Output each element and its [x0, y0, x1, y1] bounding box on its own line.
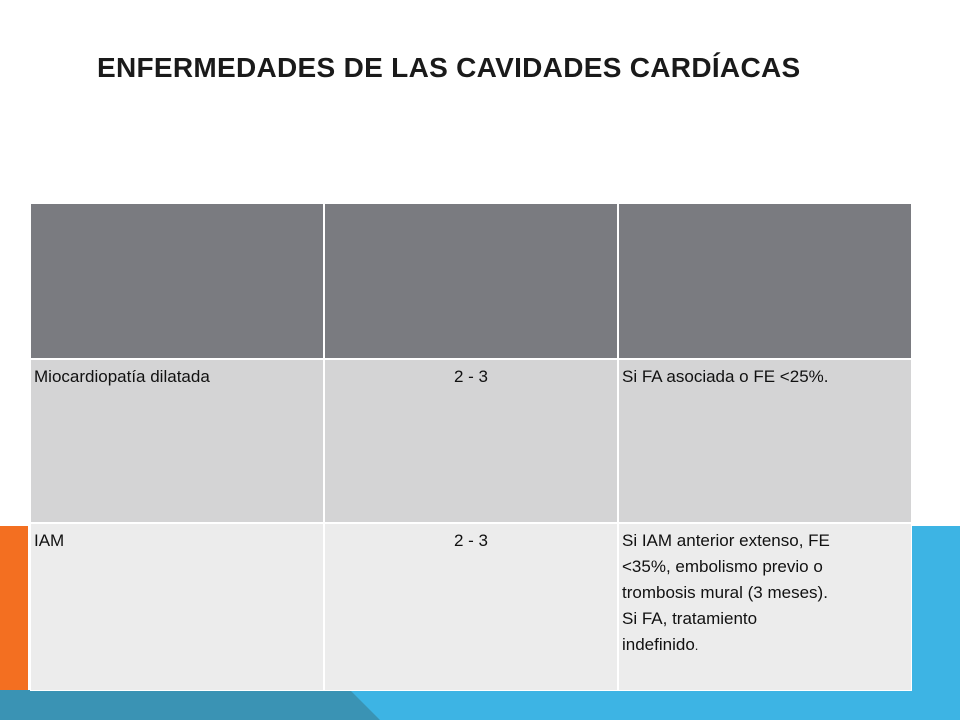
indication-line: Si FA, tratamiento: [622, 609, 758, 628]
table-cell-indication: [618, 523, 912, 691]
indication-line: <35%, embolismo previo o: [622, 557, 823, 576]
indication-line: trombosis mural (3 meses).: [622, 583, 828, 602]
table-header-cell: [618, 203, 912, 359]
table-cell-condition: Miocardiopatía dilatada: [30, 359, 324, 523]
table-header-cell: [324, 203, 618, 359]
indication-end-period: .: [694, 638, 699, 653]
data-table: [30, 203, 912, 691]
table-header-cell: [30, 203, 324, 359]
table-cell-condition: IAM: [30, 523, 324, 691]
table-cell-inr: 2 - 3: [324, 359, 618, 523]
table-cell-inr: 2 - 3: [324, 523, 618, 691]
blue-accent-dark: [0, 690, 380, 720]
indication-line: Si IAM anterior extenso, FE: [622, 531, 830, 550]
table-cell-indication: Si FA asociada o FE <25%.: [618, 359, 912, 523]
indication-line: indefinido: [622, 635, 695, 654]
indication-line-last: [622, 632, 908, 659]
slide-title: ENFERMEDADES DE LAS CAVIDADES CARDÍACAS: [97, 52, 801, 83]
